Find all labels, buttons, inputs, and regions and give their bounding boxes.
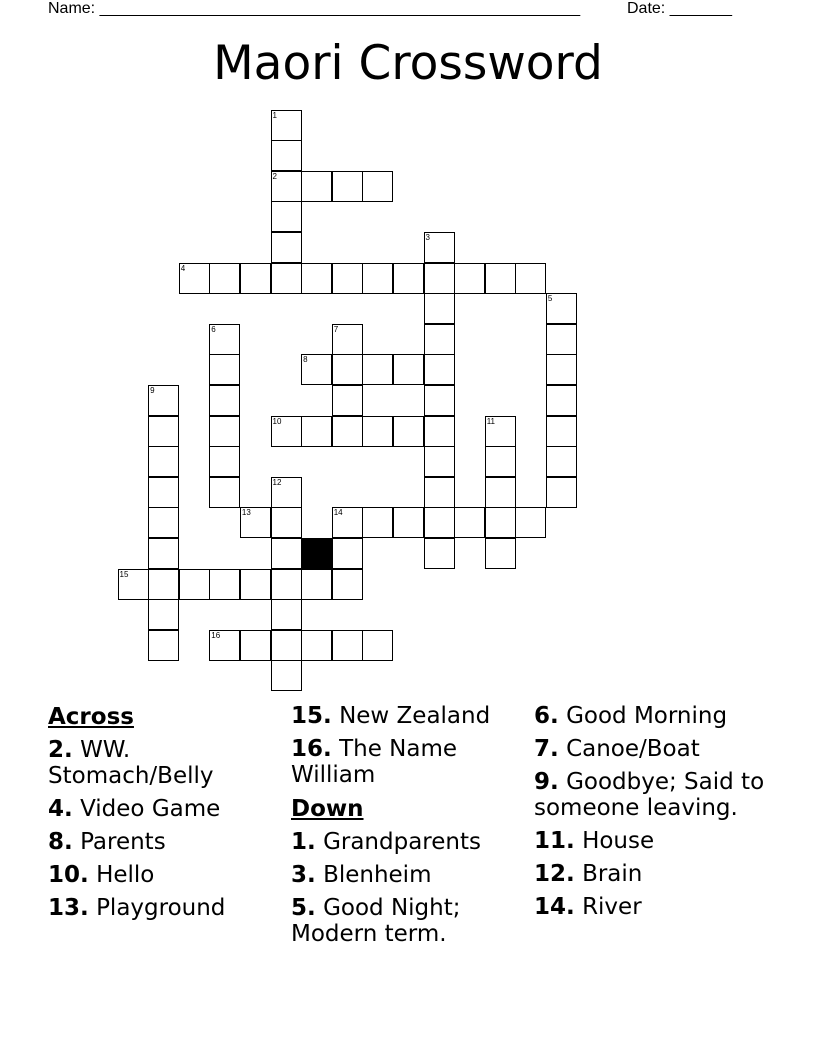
crossword-cell[interactable]	[209, 446, 240, 477]
clue-down-5	[291, 895, 531, 947]
crossword-cell[interactable]	[485, 446, 516, 477]
crossword-cell[interactable]	[393, 354, 424, 385]
clue-across-15	[291, 703, 531, 729]
crossword-cell[interactable]	[209, 630, 240, 661]
crossword-cell[interactable]	[332, 538, 363, 569]
crossword-cell[interactable]	[332, 263, 363, 294]
crossword-cell[interactable]	[424, 446, 455, 477]
crossword-cell[interactable]	[424, 232, 455, 263]
crossword-cell[interactable]	[424, 416, 455, 447]
crossword-cell[interactable]	[271, 140, 302, 171]
crossword-cell[interactable]	[362, 263, 393, 294]
crossword-cell[interactable]	[485, 477, 516, 508]
clue-number: 9.	[534, 769, 559, 795]
clue-number-label: 10	[272, 416, 282, 426]
crossword-cell[interactable]	[515, 507, 546, 538]
crossword-cell[interactable]	[271, 232, 302, 263]
clue-text: Parents	[80, 829, 166, 855]
crossword-cell[interactable]	[271, 630, 302, 661]
crossword-cell[interactable]	[301, 263, 332, 294]
clue-across-13	[48, 895, 288, 921]
crossword-cell[interactable]	[271, 416, 302, 447]
crossword-cell[interactable]	[209, 324, 240, 355]
crossword-cell[interactable]	[424, 293, 455, 324]
clue-text: Goodbye; Said to someone leaving.	[534, 769, 765, 821]
date-field-label: Date: _______	[627, 0, 732, 17]
clue-number: 7.	[534, 736, 559, 762]
clue-number-label: 11	[486, 416, 495, 426]
crossword-cell[interactable]	[454, 263, 485, 294]
name-field-label: Name: ______________________________________________________	[48, 0, 581, 17]
crossword-cell[interactable]	[271, 110, 302, 141]
clue-number: 1.	[291, 829, 316, 855]
clue-text: New Zealand	[339, 703, 491, 729]
clue-number: 3.	[291, 862, 316, 888]
clue-down-3	[291, 862, 531, 888]
clue-across-2	[48, 737, 288, 789]
clue-column-3	[534, 703, 774, 927]
crossword-cell[interactable]	[546, 354, 577, 385]
crossword-cell[interactable]	[546, 293, 577, 324]
clue-down-14	[534, 894, 774, 920]
crossword-cell[interactable]	[271, 171, 302, 202]
clue-number-label: 12	[272, 477, 282, 487]
crossword-cell[interactable]	[301, 171, 332, 202]
crossword-cell[interactable]	[424, 324, 455, 355]
clue-column-1	[48, 703, 288, 928]
crossword-cell[interactable]	[485, 538, 516, 569]
clue-text: Playground	[96, 895, 226, 921]
clue-number: 5.	[291, 895, 316, 921]
clue-down-12	[534, 861, 774, 887]
crossword-cell[interactable]	[424, 263, 455, 294]
crossword-cell[interactable]	[424, 354, 455, 385]
crossword-cell[interactable]	[454, 507, 485, 538]
crossword-cell[interactable]	[240, 569, 271, 600]
crossword-cell[interactable]	[546, 324, 577, 355]
crossword-cell[interactable]	[332, 416, 363, 447]
clue-number-label: 13	[241, 508, 251, 518]
clue-number-label: 9	[150, 385, 155, 395]
crossword-cell[interactable]	[301, 569, 332, 600]
crossword-cell[interactable]	[271, 477, 302, 508]
clue-text: Canoe/Boat	[566, 736, 700, 762]
clue-across-4	[48, 796, 288, 822]
page-title: Maori Crossword	[213, 36, 603, 91]
crossword-block	[301, 538, 332, 569]
crossword-cell[interactable]	[209, 569, 240, 600]
clue-text: Grandparents	[323, 829, 481, 855]
crossword-cell[interactable]	[271, 538, 302, 569]
clue-text: Good Morning	[566, 703, 728, 729]
clue-number-label: 1	[272, 110, 277, 120]
clue-number-label: 15	[119, 569, 129, 579]
clue-number: 8.	[48, 829, 73, 855]
clue-across-8	[48, 829, 288, 855]
crossword-cell[interactable]	[118, 569, 149, 600]
clue-number-label: 4	[180, 263, 186, 273]
clue-text: WW. Stomach/Belly	[48, 737, 214, 789]
crossword-cell[interactable]	[362, 354, 393, 385]
clue-number: 12.	[534, 861, 575, 887]
crossword-cell[interactable]	[332, 171, 363, 202]
clue-number: 16.	[291, 736, 332, 762]
crossword-cell[interactable]	[332, 354, 363, 385]
clue-number: 4.	[48, 796, 73, 822]
crossword-cell[interactable]	[301, 416, 332, 447]
clue-number: 11.	[534, 828, 575, 854]
clue-number-label: 7	[333, 324, 339, 334]
clue-across-16	[291, 736, 531, 788]
clue-text: Blenheim	[323, 862, 432, 888]
clue-text: Brain	[582, 861, 643, 887]
clue-text: Hello	[96, 862, 155, 888]
crossword-cell[interactable]	[240, 263, 271, 294]
crossword-cell[interactable]	[546, 477, 577, 508]
crossword-cell[interactable]	[271, 263, 302, 294]
clue-text: House	[582, 828, 655, 854]
clue-column-2	[291, 703, 531, 954]
clue-number-label: 3	[425, 232, 430, 242]
across-heading: Across	[48, 704, 134, 730]
crossword-cell[interactable]	[301, 354, 332, 385]
crossword-cell[interactable]	[209, 263, 240, 294]
crossword-cell[interactable]	[546, 416, 577, 447]
crossword-cell[interactable]	[301, 630, 332, 661]
crossword-cell[interactable]	[546, 385, 577, 416]
clue-number: 10.	[48, 862, 89, 888]
crossword-cell[interactable]	[362, 171, 393, 202]
clue-down-6	[534, 703, 774, 729]
down-heading: Down	[291, 796, 364, 822]
clue-number-label: 6	[211, 324, 216, 334]
crossword-cell[interactable]	[515, 263, 546, 294]
crossword-cell[interactable]	[271, 569, 302, 600]
crossword-cell[interactable]	[148, 477, 179, 508]
clue-number-label: 2	[272, 171, 277, 181]
clue-down-7	[534, 736, 774, 762]
crossword-cell[interactable]	[209, 416, 240, 447]
crossword-cell[interactable]	[485, 507, 516, 538]
crossword-cell[interactable]	[148, 446, 179, 477]
clue-down-1	[291, 829, 531, 855]
clue-text: Video Game	[80, 796, 221, 822]
crossword-cell[interactable]	[240, 507, 271, 538]
clue-number-label: 16	[211, 630, 221, 640]
clue-number-label: 14	[333, 508, 343, 518]
crossword-cell[interactable]	[148, 569, 179, 600]
clue-number: 13.	[48, 895, 89, 921]
crossword-cell[interactable]	[271, 660, 302, 691]
crossword-cell[interactable]	[148, 630, 179, 661]
crossword-cell[interactable]	[362, 630, 393, 661]
crossword-cell[interactable]	[393, 507, 424, 538]
crossword-cell[interactable]	[393, 416, 424, 447]
clue-text: Good Night; Modern term.	[291, 895, 461, 947]
crossword-cell[interactable]	[179, 263, 210, 294]
crossword-cell[interactable]	[332, 569, 363, 600]
crossword-cell[interactable]	[148, 507, 179, 538]
clue-down-11	[534, 828, 774, 854]
crossword-cell[interactable]	[332, 385, 363, 416]
crossword-cell[interactable]	[485, 416, 516, 447]
crossword-cell[interactable]	[424, 385, 455, 416]
crossword-cell[interactable]	[148, 599, 179, 630]
clue-number: 6.	[534, 703, 559, 729]
crossword-cell[interactable]	[179, 569, 210, 600]
clue-down-9	[534, 769, 774, 821]
crossword-cell[interactable]	[271, 201, 302, 232]
clue-text: The Name William	[291, 736, 458, 788]
clue-number: 14.	[534, 894, 575, 920]
crossword-cell[interactable]	[332, 324, 363, 355]
crossword-cell[interactable]	[424, 538, 455, 569]
crossword-cell[interactable]	[148, 416, 179, 447]
clue-text: River	[582, 894, 642, 920]
crossword-cell[interactable]	[546, 446, 577, 477]
clue-number-label: 5	[547, 294, 553, 304]
crossword-cell[interactable]	[485, 263, 516, 294]
crossword-cell[interactable]	[148, 385, 179, 416]
crossword-cell[interactable]	[424, 477, 455, 508]
crossword-cell[interactable]	[209, 354, 240, 385]
crossword-cell[interactable]	[271, 507, 302, 538]
crossword-cell[interactable]	[393, 263, 424, 294]
clue-number: 15.	[291, 703, 332, 729]
clue-across-10	[48, 862, 288, 888]
crossword-cell[interactable]	[424, 507, 455, 538]
crossword-cell[interactable]	[240, 630, 271, 661]
crossword-cell[interactable]	[209, 385, 240, 416]
crossword-cell[interactable]	[209, 477, 240, 508]
crossword-cell[interactable]	[332, 507, 363, 538]
crossword-cell[interactable]	[362, 507, 393, 538]
crossword-cell[interactable]	[148, 538, 179, 569]
crossword-cell[interactable]	[332, 630, 363, 661]
crossword-cell[interactable]	[271, 599, 302, 630]
clue-number-label: 8	[303, 355, 308, 365]
clue-number: 2.	[48, 737, 73, 763]
crossword-cell[interactable]	[362, 416, 393, 447]
